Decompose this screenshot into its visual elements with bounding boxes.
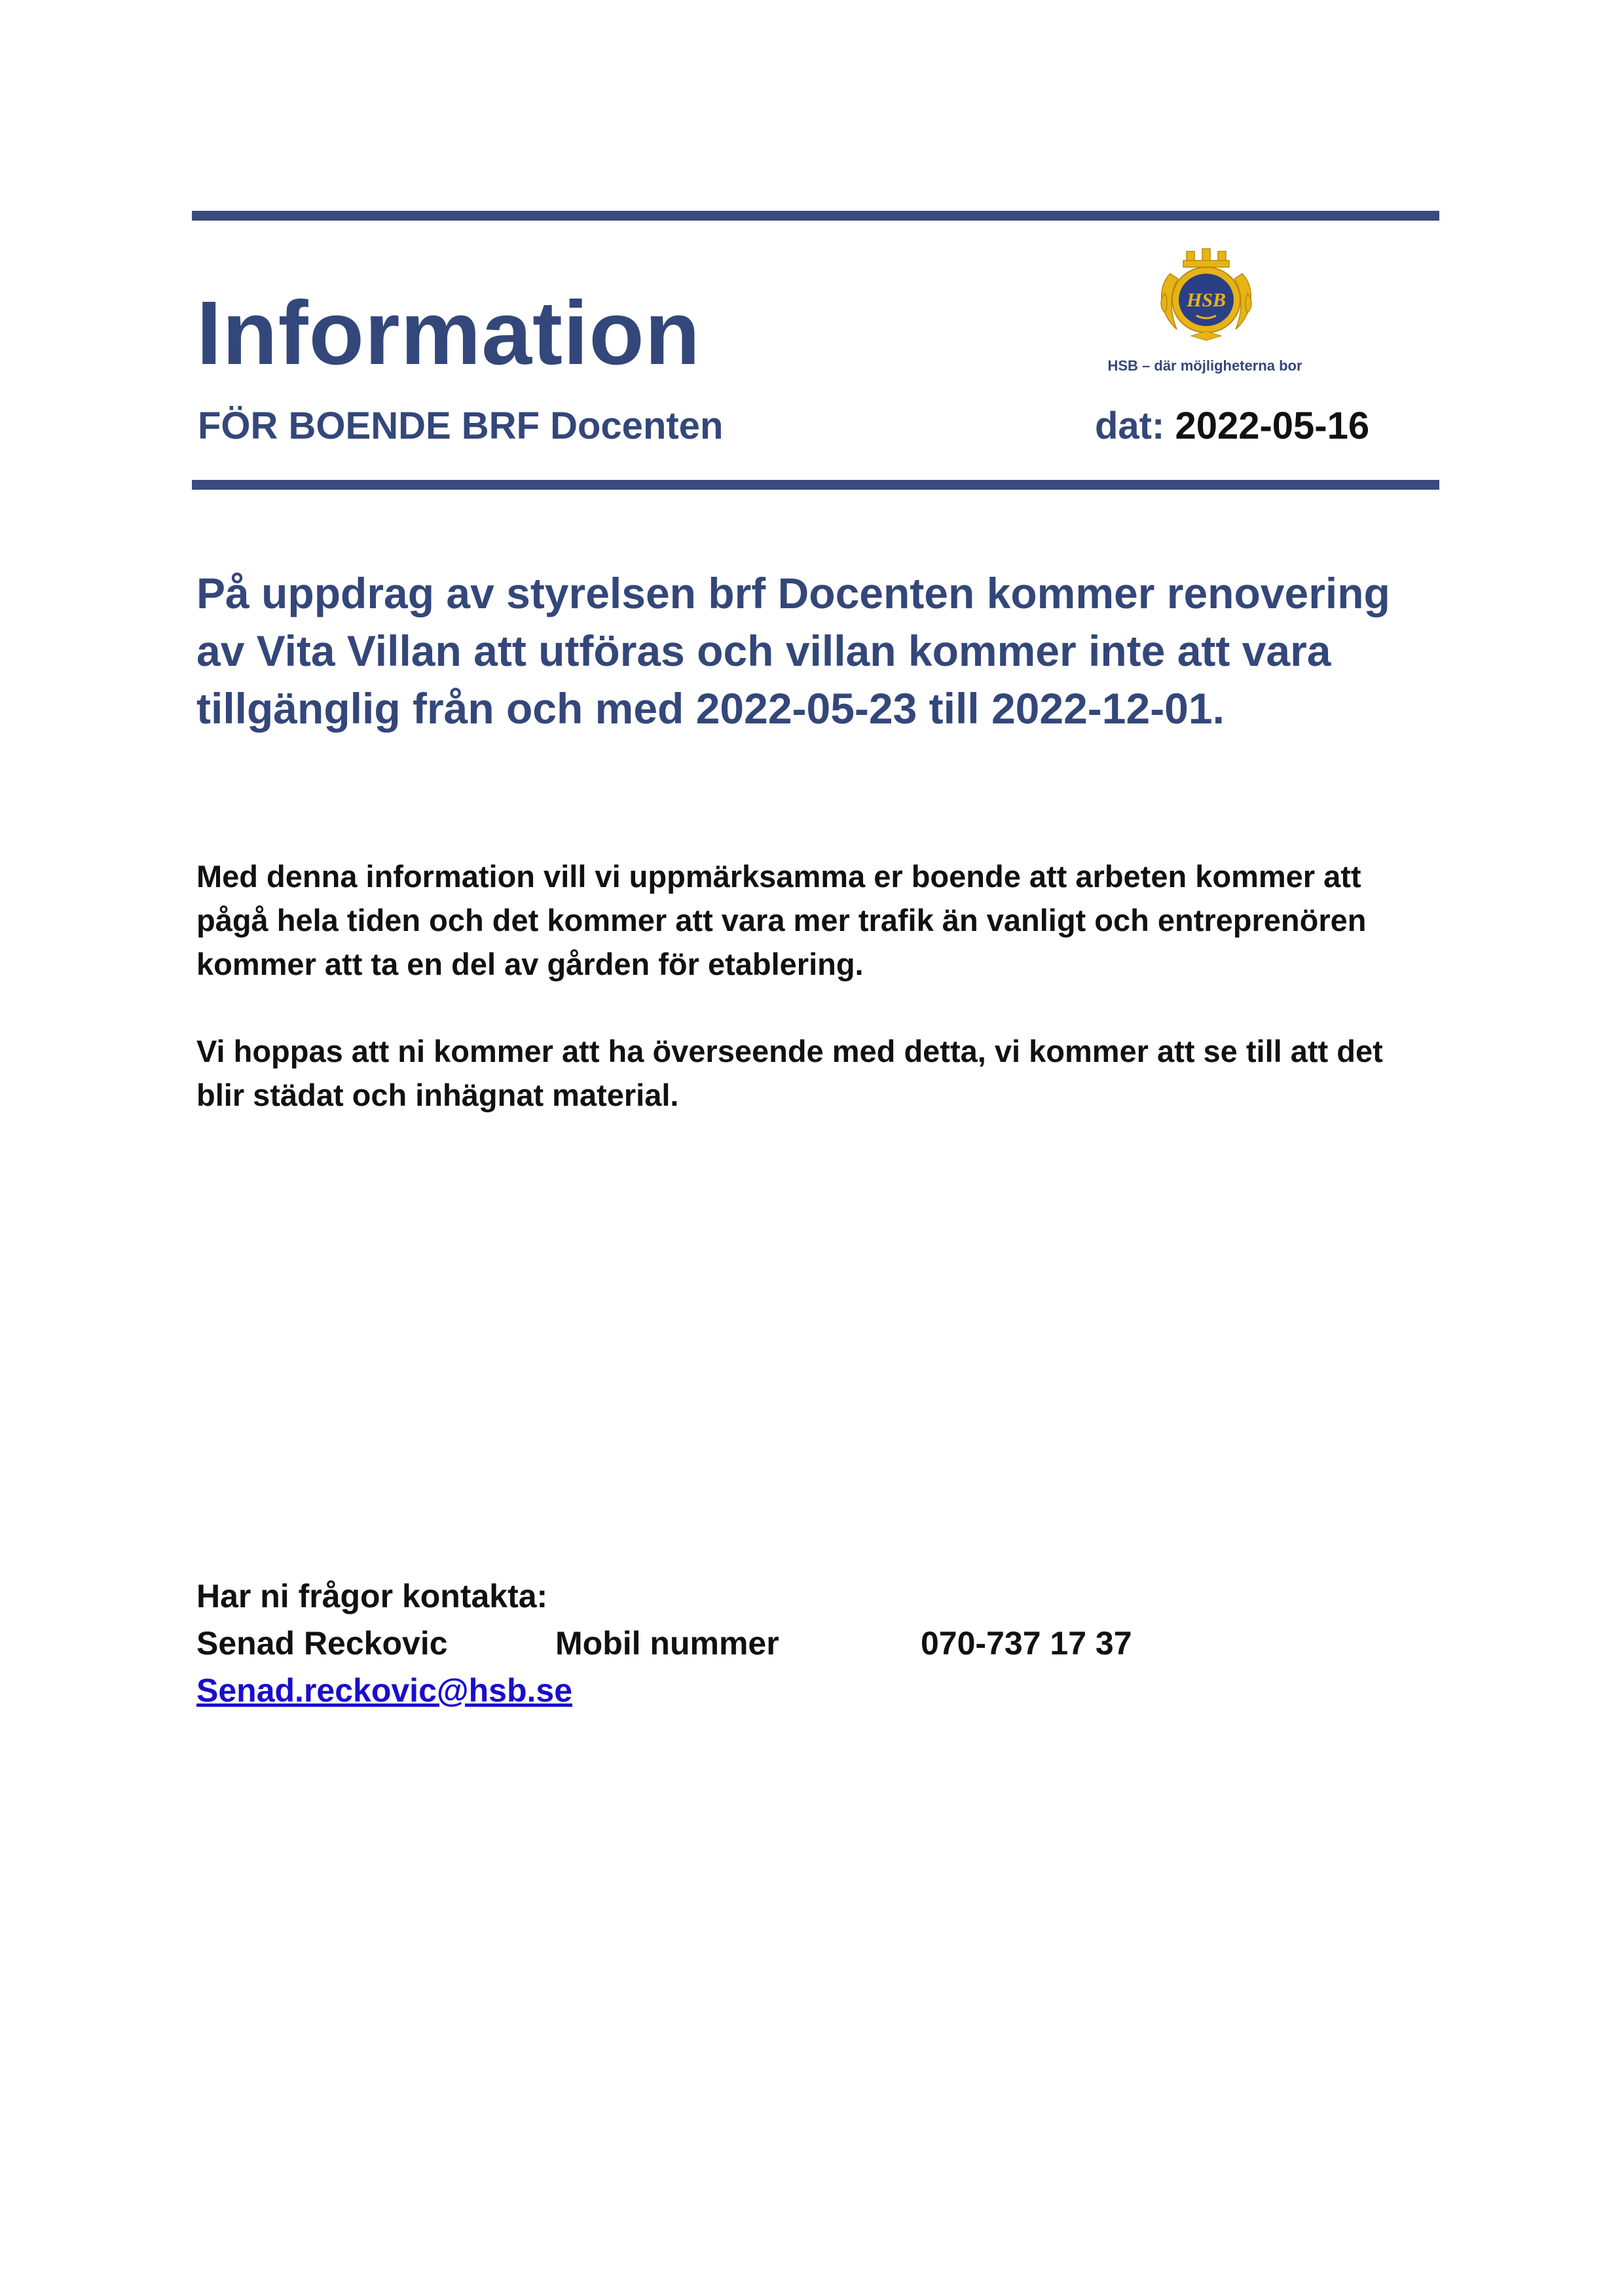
document-date [1095, 407, 1369, 445]
paragraph-line: Vi hoppas att ni kommer att ha överseende med detta, vi kommer att se till att det [196, 1034, 1383, 1068]
paragraph-line: pågå hela tiden och det kommer att vara mer trafik än vanligt och entreprenören [196, 903, 1367, 938]
contact-name: Senad Reckovic [196, 1625, 448, 1662]
svg-text:HSB: HSB [1186, 289, 1227, 311]
body-paragraph-2 [196, 1029, 1454, 1117]
contact-heading: Har ni frågor kontakta: [196, 1578, 548, 1614]
lead-line: av Vita Villan att utföras och villan kommer inte att vara [196, 627, 1331, 675]
paragraph-line: kommer att ta en del av gården för etablering. [196, 947, 864, 981]
contact-details-row [196, 1620, 1132, 1667]
contact-email-link[interactable]: Senad.reckovic@hsb.se [196, 1672, 573, 1709]
contact-mobile-label: Mobil nummer [555, 1625, 779, 1662]
logo-tagline: HSB – där möjligheterna bor [1107, 357, 1302, 374]
contact-phone: 070-737 17 37 [921, 1625, 1132, 1662]
date-label: dat: [1095, 405, 1165, 447]
date-value: 2022-05-16 [1175, 405, 1370, 447]
hsb-crest-logo-icon [1151, 247, 1262, 346]
contact-block [196, 1573, 1132, 1714]
lead-line: På uppdrag av styrelsen brf Docenten kommer renovering [196, 569, 1390, 617]
page-title: Information [196, 283, 701, 384]
paragraph-line: Med denna information vill vi uppmärksamma er boende att arbeten kommer att [196, 859, 1361, 894]
page-subtitle: FÖR BOENDE BRF Docenten [198, 405, 724, 447]
lead-line: tillgänglig från och med 2022-05-23 till 2022-12-01. [196, 684, 1225, 733]
lead-announcement [196, 564, 1441, 737]
header-bottom-rule [192, 480, 1439, 490]
body-paragraph-1 [196, 854, 1454, 986]
contact-email-row [196, 1667, 572, 1714]
header-top-rule [192, 211, 1439, 221]
hsb-logo [1100, 247, 1310, 378]
paragraph-line: blir städat och inhägnat material. [196, 1078, 679, 1112]
